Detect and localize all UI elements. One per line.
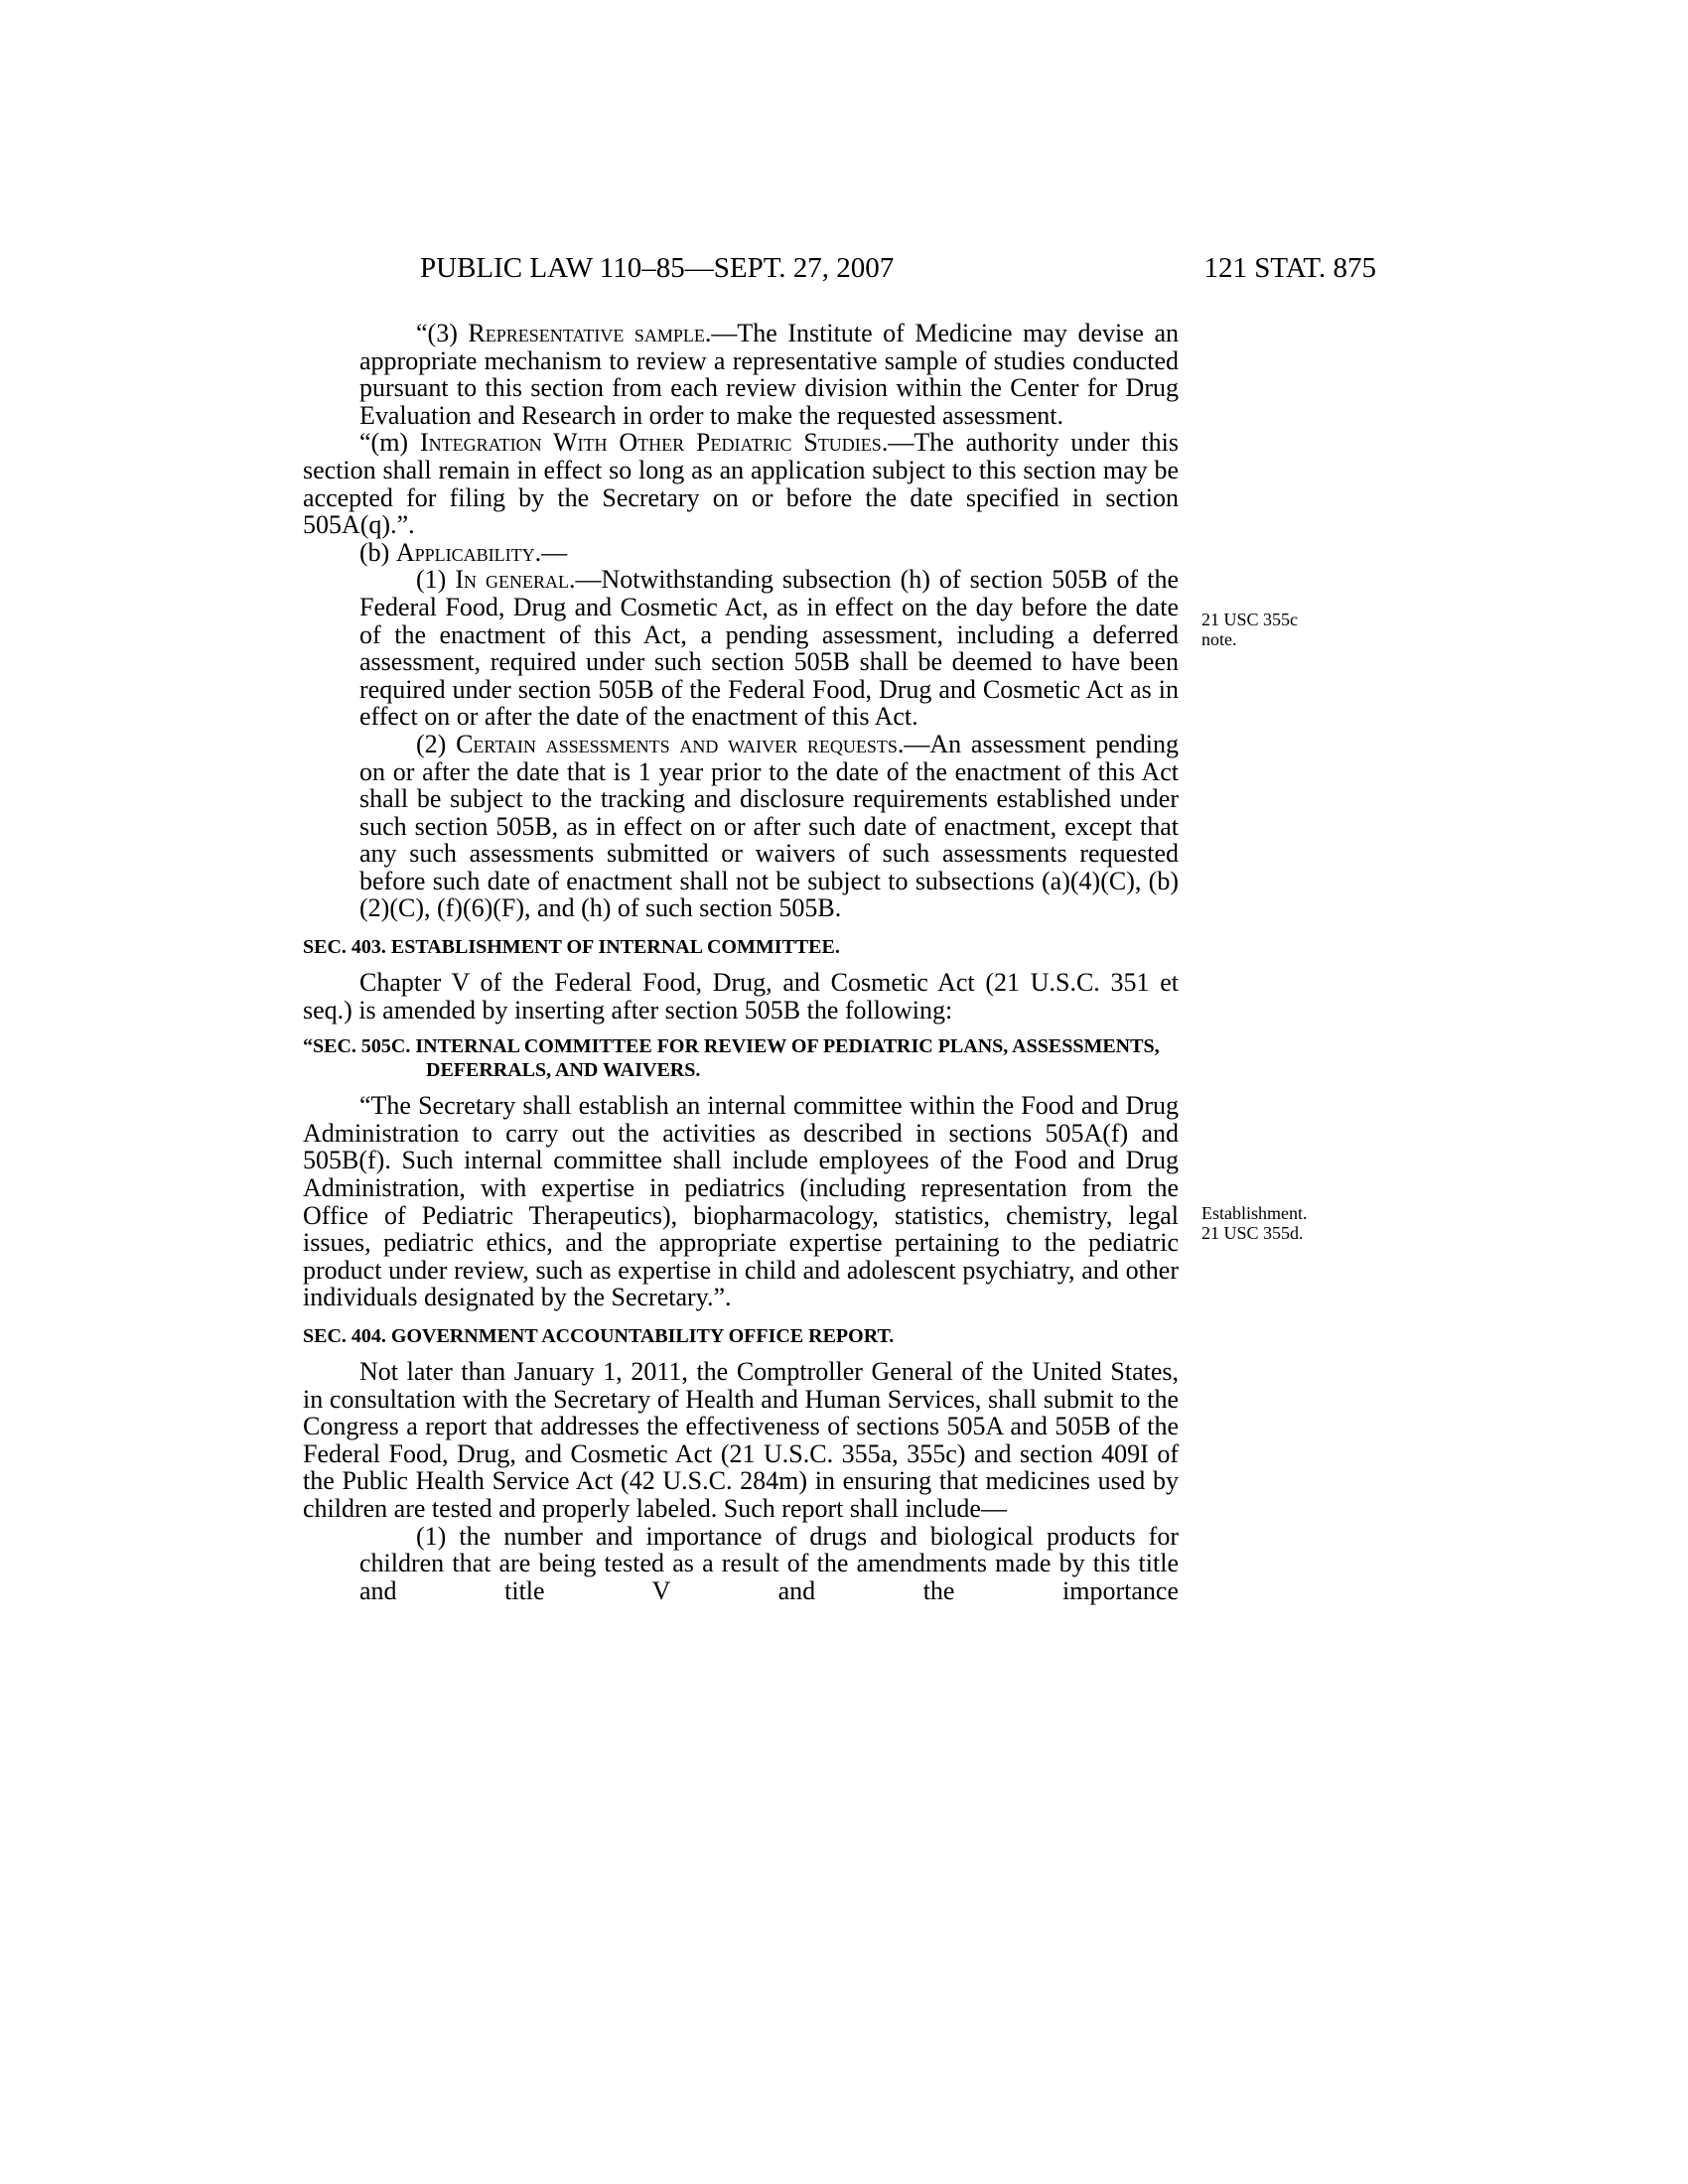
paragraph-gao-report: Not later than January 1, 2011, the Comptroller General of the United States, in consultation with the Secretary of Health and Human Services, shall submit to the Congress a report that addresses the effectiveness of sections 505A and 505B of the Federal Food, Drug, and Cosmetic Act (21 U.S.C. 355a, 355c) and section 409I of the Public Health Service Act (42 U.S.C. 284m) in ensuring that medicines used by children are tested and properly labeled. Such report shall include—: [303, 1357, 1179, 1523]
paragraph-heading: Representative sample: [468, 319, 705, 347]
paragraph-internal-committee: “The Secretary shall establish an internal committee within the Food and Drug Administration to carry out the activities as described in sections 505A(f) and 505B(f). Such internal committee shall include employees of the Food and Drug Administration, with expertise in pediatrics (including representation from the Office of Pediatric Therapeutics), biopharmacology, statistics, chemistry, legal issues, pediatric ethics, and the appropriate expertise pertaining to the pediatric product under review, such as expertise in child and adolescent psychiatry, and other individuals designated by the Secretary.”.: [303, 1091, 1179, 1312]
paragraph-in-general: [303, 566, 1179, 731]
paragraph-certain-assessments: [303, 731, 1179, 922]
document-body: [303, 320, 1179, 1604]
paragraph-lead: “(3): [416, 319, 469, 347]
paragraph-lead: (2): [416, 729, 457, 758]
paragraph-text: .—The authority under this section shall remain in effect so long as an application subject to this section may be accepted for filing by the Secretary on or before the date specified in section 505A(q).”.: [303, 428, 1179, 540]
running-head-title: PUBLIC LAW 110–85—SEPT. 27, 2007: [420, 252, 895, 284]
paragraph-heading: In general: [455, 565, 569, 595]
margin-note-line: 21 USC 355c: [1201, 610, 1299, 629]
paragraph-heading: Integration With Other Pediatric Studies: [419, 428, 882, 458]
margin-note-line: Establishment.: [1201, 1203, 1308, 1223]
paragraph-text: .—Notwithstanding subsection (h) of section 505B of the Federal Food, Drug and Cosmetic Act, as in effect on the day before the date of the enactment of this Act, a pending assessment, including a deferred assessment, required under such section 505B shall be deemed to have been required under section 505B of the Federal Food, Drug and Cosmetic Act as in effect on or after the date of the enactment of this Act.: [359, 565, 1179, 732]
margin-note-establishment: [1201, 1203, 1308, 1243]
paragraph-text: .—An assessment pending on or after the date that is 1 year prior to the date of the enactment of this Act shall be subject to the tracking and disclosure requirements established under such section 505B, as in effect on or after such date of enactment, except that any such assessments submitted or waivers of such assessments requested before such date of enactment shall not be subject to subsections (a)(4)(C), (b)(2)(C), (f)(6)(F), and (h) of such section 505B.: [359, 729, 1179, 923]
margin-note-line: 21 USC 355d.: [1201, 1223, 1304, 1243]
paragraph-representative-sample: [303, 320, 1179, 429]
statute-page-number: 121 STAT. 875: [1203, 252, 1376, 284]
margin-note-usc-355c: [1201, 610, 1298, 649]
paragraph-text: .—: [534, 537, 568, 567]
paragraph-integration: [303, 429, 1179, 538]
paragraph-text: .—The Institute of Medicine may devise an appropriate mechanism to review a representative sample of studies conducted pursuant to this section from each review division within the Center for Drug Evaluation and Research in order to make the requested assessment.: [359, 319, 1179, 430]
paragraph-chapter-v: Chapter V of the Federal Food, Drug, and Cosmetic Act (21 U.S.C. 351 et seq.) is amended by inserting after section 505B the following:: [303, 968, 1179, 1024]
section-505c-heading: “SEC. 505C. INTERNAL COMMITTEE FOR REVIEW OF PEDIATRIC PLANS, ASSESSMENTS, DEFERRALS, AND WAIVERS.: [303, 1035, 1160, 1082]
margin-note-line: note.: [1201, 629, 1237, 649]
paragraph-lead: “(m): [359, 428, 420, 458]
paragraph-heading: Certain assessments and waiver requests: [456, 729, 898, 758]
paragraph-lead: (1): [416, 565, 456, 595]
paragraph-applicability: [303, 539, 1179, 567]
paragraph-number-and-importance: (1) the number and importance of drugs and biological products for children that are being tested as a result of the amendments made by this title and title V and the importance: [359, 1521, 1179, 1605]
page-header: [420, 248, 1376, 288]
paragraph-lead: (b): [359, 537, 396, 567]
paragraph-heading: Applicability: [395, 537, 535, 567]
section-404-heading: SEC. 404. GOVERNMENT ACCOUNTABILITY OFFICE REPORT.: [303, 1325, 895, 1347]
section-403-heading: SEC. 403. ESTABLISHMENT OF INTERNAL COMMITTEE.: [303, 936, 840, 959]
